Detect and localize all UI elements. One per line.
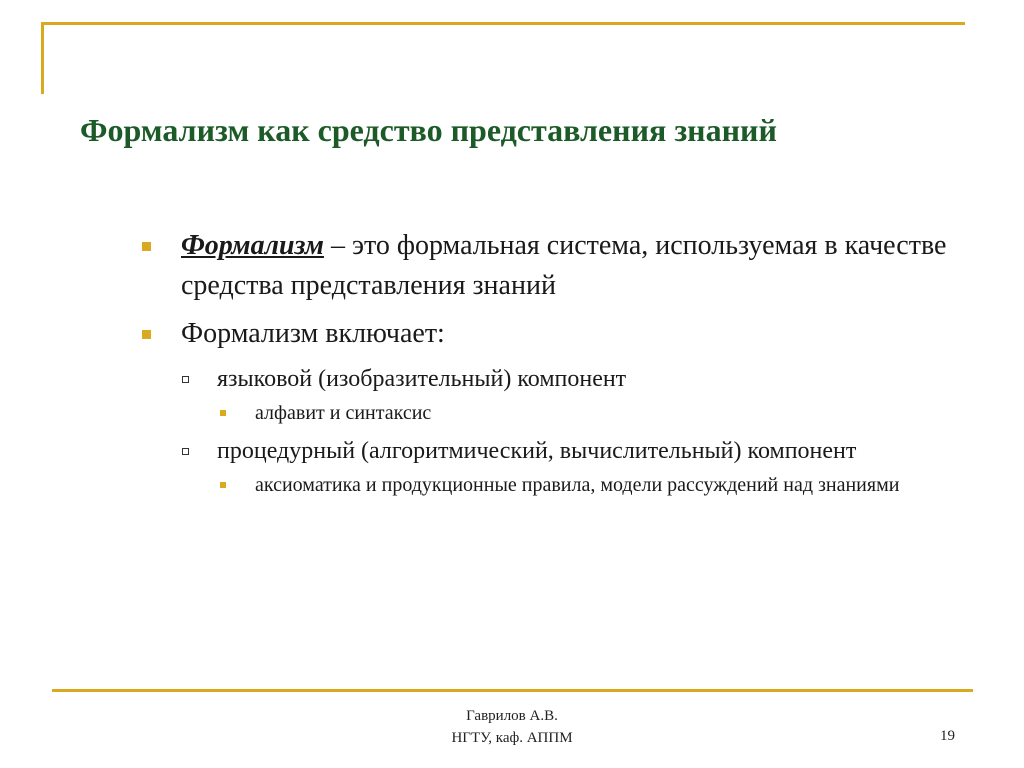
sub-bullet-language <box>142 362 992 396</box>
item-alphabet <box>142 398 992 428</box>
top-frame-line <box>41 22 965 25</box>
item-axiomatics <box>142 470 992 500</box>
language-component-text: языковой (изобразительный) компонент <box>217 366 627 392</box>
definition-text: – это формальная система, используемая в качестве средства представления знаний <box>181 230 947 301</box>
hollow-square-bullet-icon <box>182 448 189 455</box>
slide-title: Формализм как средство представления знаний <box>80 112 777 148</box>
sub-bullet-procedural <box>142 434 992 468</box>
page-number: 19 <box>940 728 955 744</box>
includes-text: Формализм включает: <box>181 318 445 349</box>
slide-content <box>142 226 992 506</box>
footer-line <box>52 689 973 692</box>
footer-author: Гаврилов А.В. <box>466 708 558 724</box>
square-bullet-icon <box>220 410 226 416</box>
footer <box>412 705 612 749</box>
left-frame-line <box>41 22 44 94</box>
procedural-component-text: процедурный (алгоритмический, вычислительный) компонент <box>217 438 857 464</box>
square-bullet-icon <box>220 482 226 488</box>
bullet-definition <box>142 226 992 306</box>
square-bullet-icon <box>142 242 151 251</box>
hollow-square-bullet-icon <box>182 376 189 383</box>
term-formalism: Формализм <box>181 230 324 261</box>
bullet-includes <box>142 314 992 354</box>
square-bullet-icon <box>142 330 151 339</box>
alphabet-text: алфавит и синтаксис <box>255 402 432 424</box>
footer-org: НГТУ, каф. АППМ <box>451 730 573 746</box>
axiomatics-text: аксиоматика и продукционные правила, модели рассуждений над знаниями <box>255 474 900 496</box>
